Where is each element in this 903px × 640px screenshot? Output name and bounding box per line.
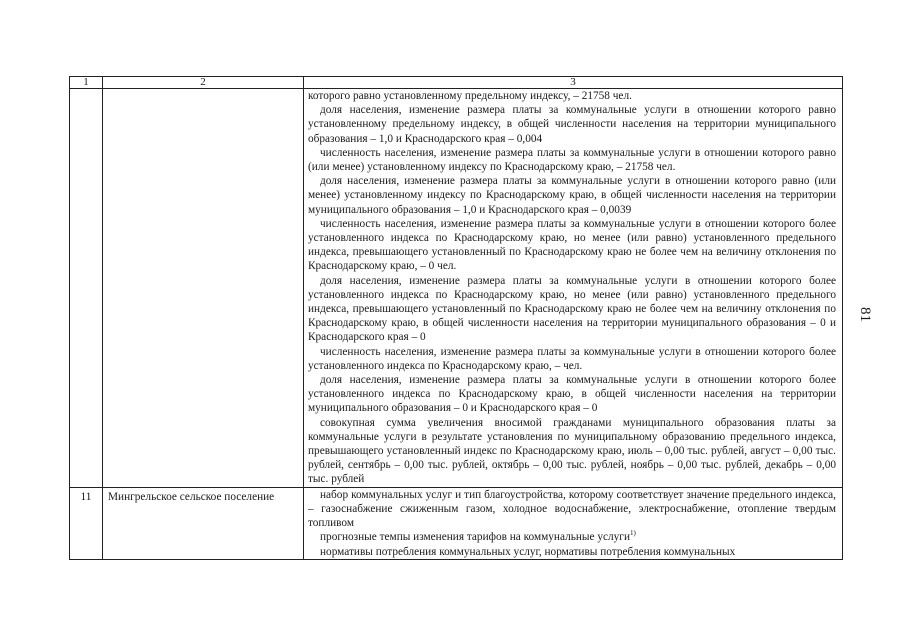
content-text: прогнозные темпы изменения тарифов на коммунальные услуги [320, 531, 630, 544]
table-row [70, 89, 843, 488]
table-header-row [70, 77, 843, 89]
content-paragraph: нормативы потребления коммунальных услуг, нормативы потребления коммунальных [320, 545, 736, 558]
content-paragraph: численность населения, изменение размера платы за коммунальные услуги в отношении которого более установленного индекса по Краснодарскому краю, – чел. [308, 345, 836, 372]
settlement-name: Мингрельское сельское поселение [103, 487, 304, 559]
data-table [69, 76, 843, 560]
row-content [304, 487, 843, 559]
footnote-mark: 1) [630, 529, 636, 538]
content-paragraph: совокупная сумма увеличения вносимой гражданами муниципального образования платы за коммунальные услуги в результате установления по муниципальному образованию предельного индекса, превышающего установленный индекс по Краснодарскому краю, июль – 0,00 тыс. рублей, август – 0,00 тыс. рублей, сентябрь – 0,00 тыс. рублей, октябрь – 0,00 тыс. рублей, ноябрь – 0,00 тыс. рублей, декабрь – 0,00 тыс. рублей [308, 416, 836, 486]
header-col-3: 3 [304, 77, 843, 89]
row-number: 11 [70, 487, 103, 559]
content-paragraph [308, 530, 836, 544]
continuation-text: которого равно установленному предельному индексу, – 21758 чел. [308, 90, 632, 102]
content-paragraph: набор коммунальных услуг и тип благоустройства, которому соответствует значение предельного индекса, – газоснабжение сжиженным газом, холодное водоснабжение, электроснабжение, отопление твердым топливом [308, 488, 836, 530]
row-content [304, 89, 843, 488]
content-paragraph: численность населения, изменение размера платы за коммунальные услуги в отношении которого равно (или менее) установленному индексу по Краснодарскому краю, – 21758 чел. [308, 146, 836, 174]
content-paragraph: доля населения, изменение размера платы за коммунальные услуги в отношении которого равно (или менее) установленному индексу по Краснодарскому краю, в общей численности населения на территории муниципального образования – 1,0 и Краснодарского края – 0,0039 [308, 175, 836, 216]
content-paragraph: доля населения, изменение размера платы за коммунальные услуги в отношении которого равно установленному предельному индексу, в общей численности населения на территории муниципального образования – 1,0 и Краснодарского края – 0,004 [308, 104, 836, 145]
content-paragraph: численность населения, изменение размера платы за коммунальные услуги в отношении которого более установленного индекса по Краснодарскому краю, но менее (или равно) установленного предельного индекса, превышающего установленный по Краснодарскому краю не более чем на величину отклонения по Краснодарскому краю, – 0 чел. [308, 217, 836, 273]
header-col-1: 1 [70, 77, 103, 89]
table-row [70, 487, 843, 559]
row-number [70, 89, 103, 488]
content-paragraph: доля населения, изменение размера платы за коммунальные услуги в отношении которого более установленного индекса по Краснодарскому краю, в общей численности населения на территории муниципального образования – 0 и Краснодарского края – 0 [308, 374, 836, 415]
page-number: 81 [857, 307, 873, 322]
content-paragraph: доля населения, изменение размера платы за коммунальные услуги в отношении которого более установленного индекса по Краснодарскому краю, но менее (или равно) установленного предельного индекса, превышающего установленный по Краснодарскому краю не более чем на величину отклонения по Краснодарскому краю, в общей численности населения на территории муниципального образования – 0 и Краснодарского края – 0 [308, 274, 836, 344]
settlement-name [103, 89, 304, 488]
header-col-2: 2 [103, 77, 304, 89]
